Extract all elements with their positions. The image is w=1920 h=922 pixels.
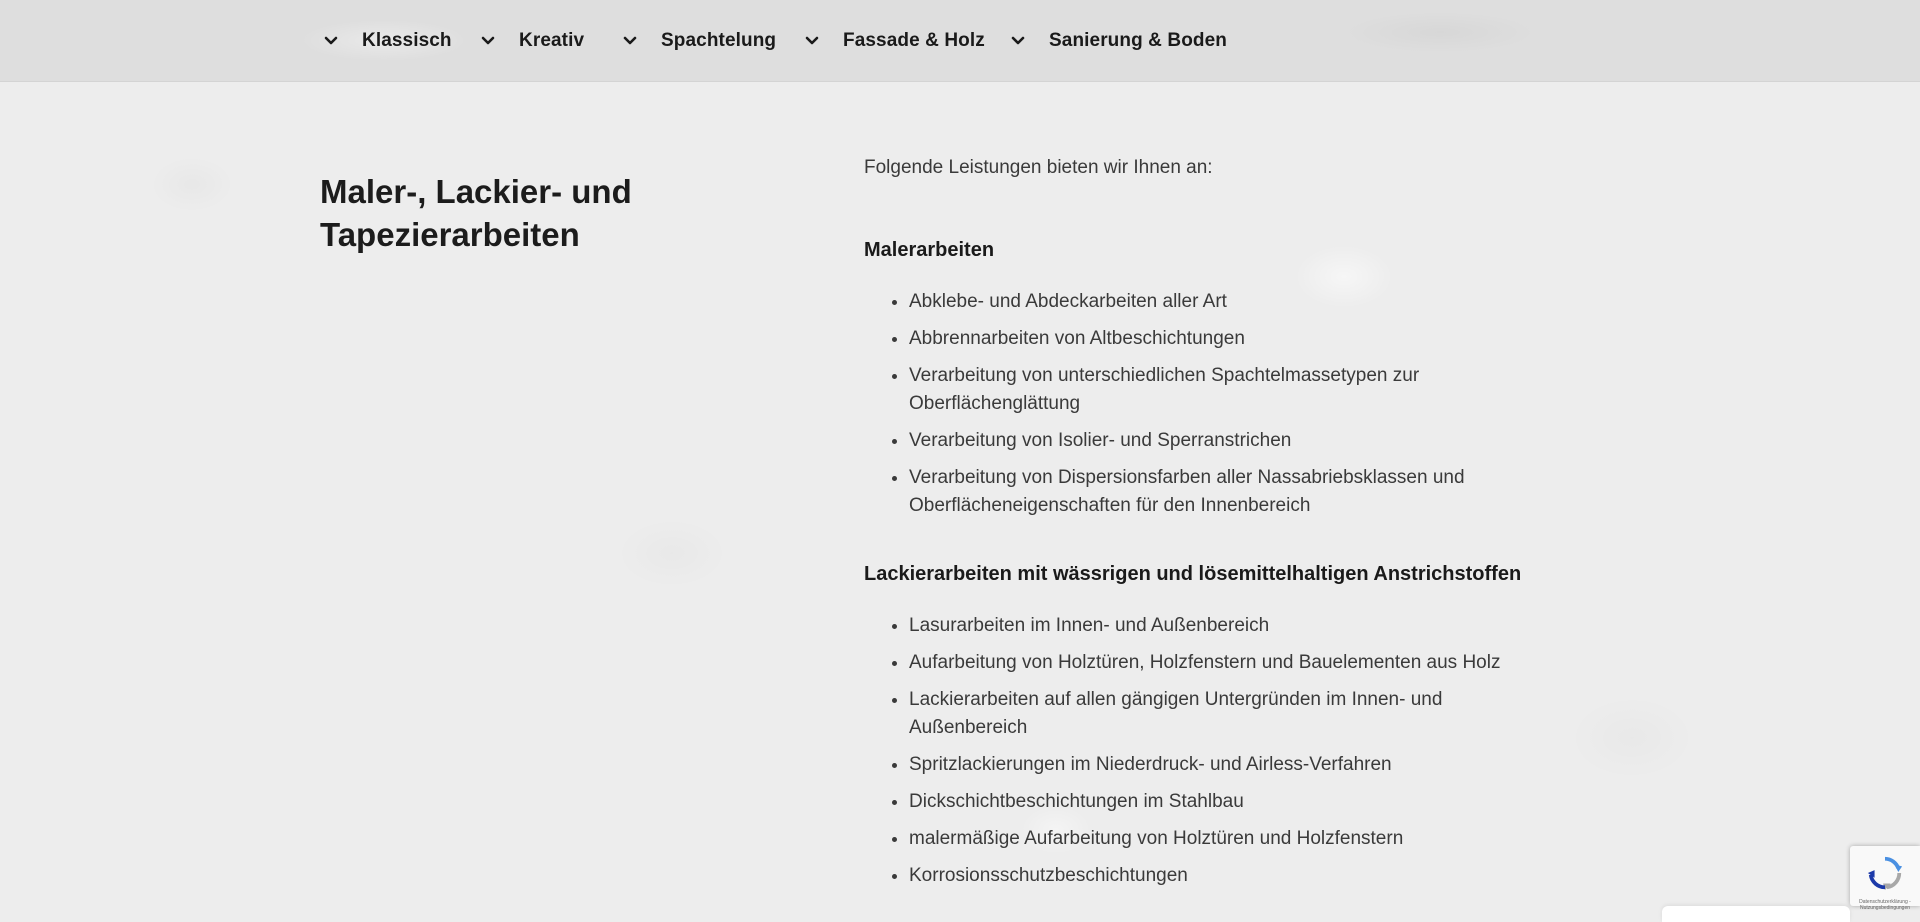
section-heading-malerarbeiten: Malerarbeiten (864, 239, 995, 261)
list-item: malermäßige Aufarbeitung von Holztüren und Holzfenstern (892, 825, 1564, 853)
nav-item-klassisch[interactable] (324, 28, 452, 54)
chevron-down-icon (623, 34, 637, 48)
recaptcha-icon (1866, 854, 1904, 897)
chevron-down-icon (324, 34, 338, 48)
list-item: Lackierarbeiten auf allen gängigen Untergründen im Innen- und Außenbereich (892, 686, 1564, 742)
section-heading-lackierarbeiten: Lackierarbeiten mit wässrigen und lösemittelhaltigen Anstrichstoffen (864, 563, 1522, 585)
chevron-down-icon (805, 34, 819, 48)
nav-item-label: Fassade & Holz (843, 30, 985, 51)
list-item: Lasurarbeiten im Innen- und Außenbereich (892, 612, 1564, 640)
nav-item-kreativ[interactable] (481, 28, 584, 54)
page-title: Maler-, Lackier- und Tapezierarbeiten (320, 173, 632, 253)
list-item: Verarbeitung von Dispersionsfarben aller Nassabriebsklassen und Oberflächeneigenschaften für den Innenbereich (892, 464, 1564, 520)
chevron-down-icon (481, 34, 495, 48)
list-item: Spritzlackierungen im Niederdruck- und Airless-Verfahren (892, 751, 1564, 779)
list-item: Korrosionsschutzbeschichtungen (892, 862, 1564, 890)
nav-item-label: Kreativ (519, 30, 585, 51)
main-navigation (0, 0, 1920, 82)
nav-item-label: Klassisch (362, 30, 452, 51)
list-item: Aufarbeitung von Holztüren, Holzfenstern und Bauelementen aus Holz (892, 649, 1564, 677)
nav-item-spachtelung[interactable] (623, 28, 776, 54)
intro-text: Folgende Leistungen bieten wir Ihnen an: (864, 157, 1213, 178)
nav-item-label: Spachtelung (661, 30, 777, 51)
list-item: Dickschichtbeschichtungen im Stahlbau (892, 788, 1564, 816)
floating-panel[interactable] (1662, 906, 1850, 922)
nav-item-fassade-holz[interactable] (805, 28, 985, 54)
list-item: Verarbeitung von Isolier- und Sperranstrichen (892, 427, 1564, 455)
list-item: Abklebe- und Abdeckarbeiten aller Art (892, 288, 1564, 316)
chevron-down-icon (1011, 34, 1025, 48)
nav-item-sanierung-boden[interactable] (1011, 28, 1227, 54)
list-item: Verarbeitung von unterschiedlichen Spachtelmassetypen zur Oberflächenglättung (892, 362, 1564, 418)
service-list-lackierarbeiten (864, 612, 1564, 890)
recaptcha-badge[interactable] (1850, 846, 1920, 911)
recaptcha-links[interactable]: Datenschutzerklärung - Nutzungsbedingungen (1859, 899, 1911, 911)
nav-item-label: Sanierung & Boden (1049, 30, 1227, 51)
services-content (864, 154, 1564, 899)
service-list-malerarbeiten (864, 288, 1564, 520)
list-item: Abbrennarbeiten von Altbeschichtungen (892, 325, 1564, 353)
